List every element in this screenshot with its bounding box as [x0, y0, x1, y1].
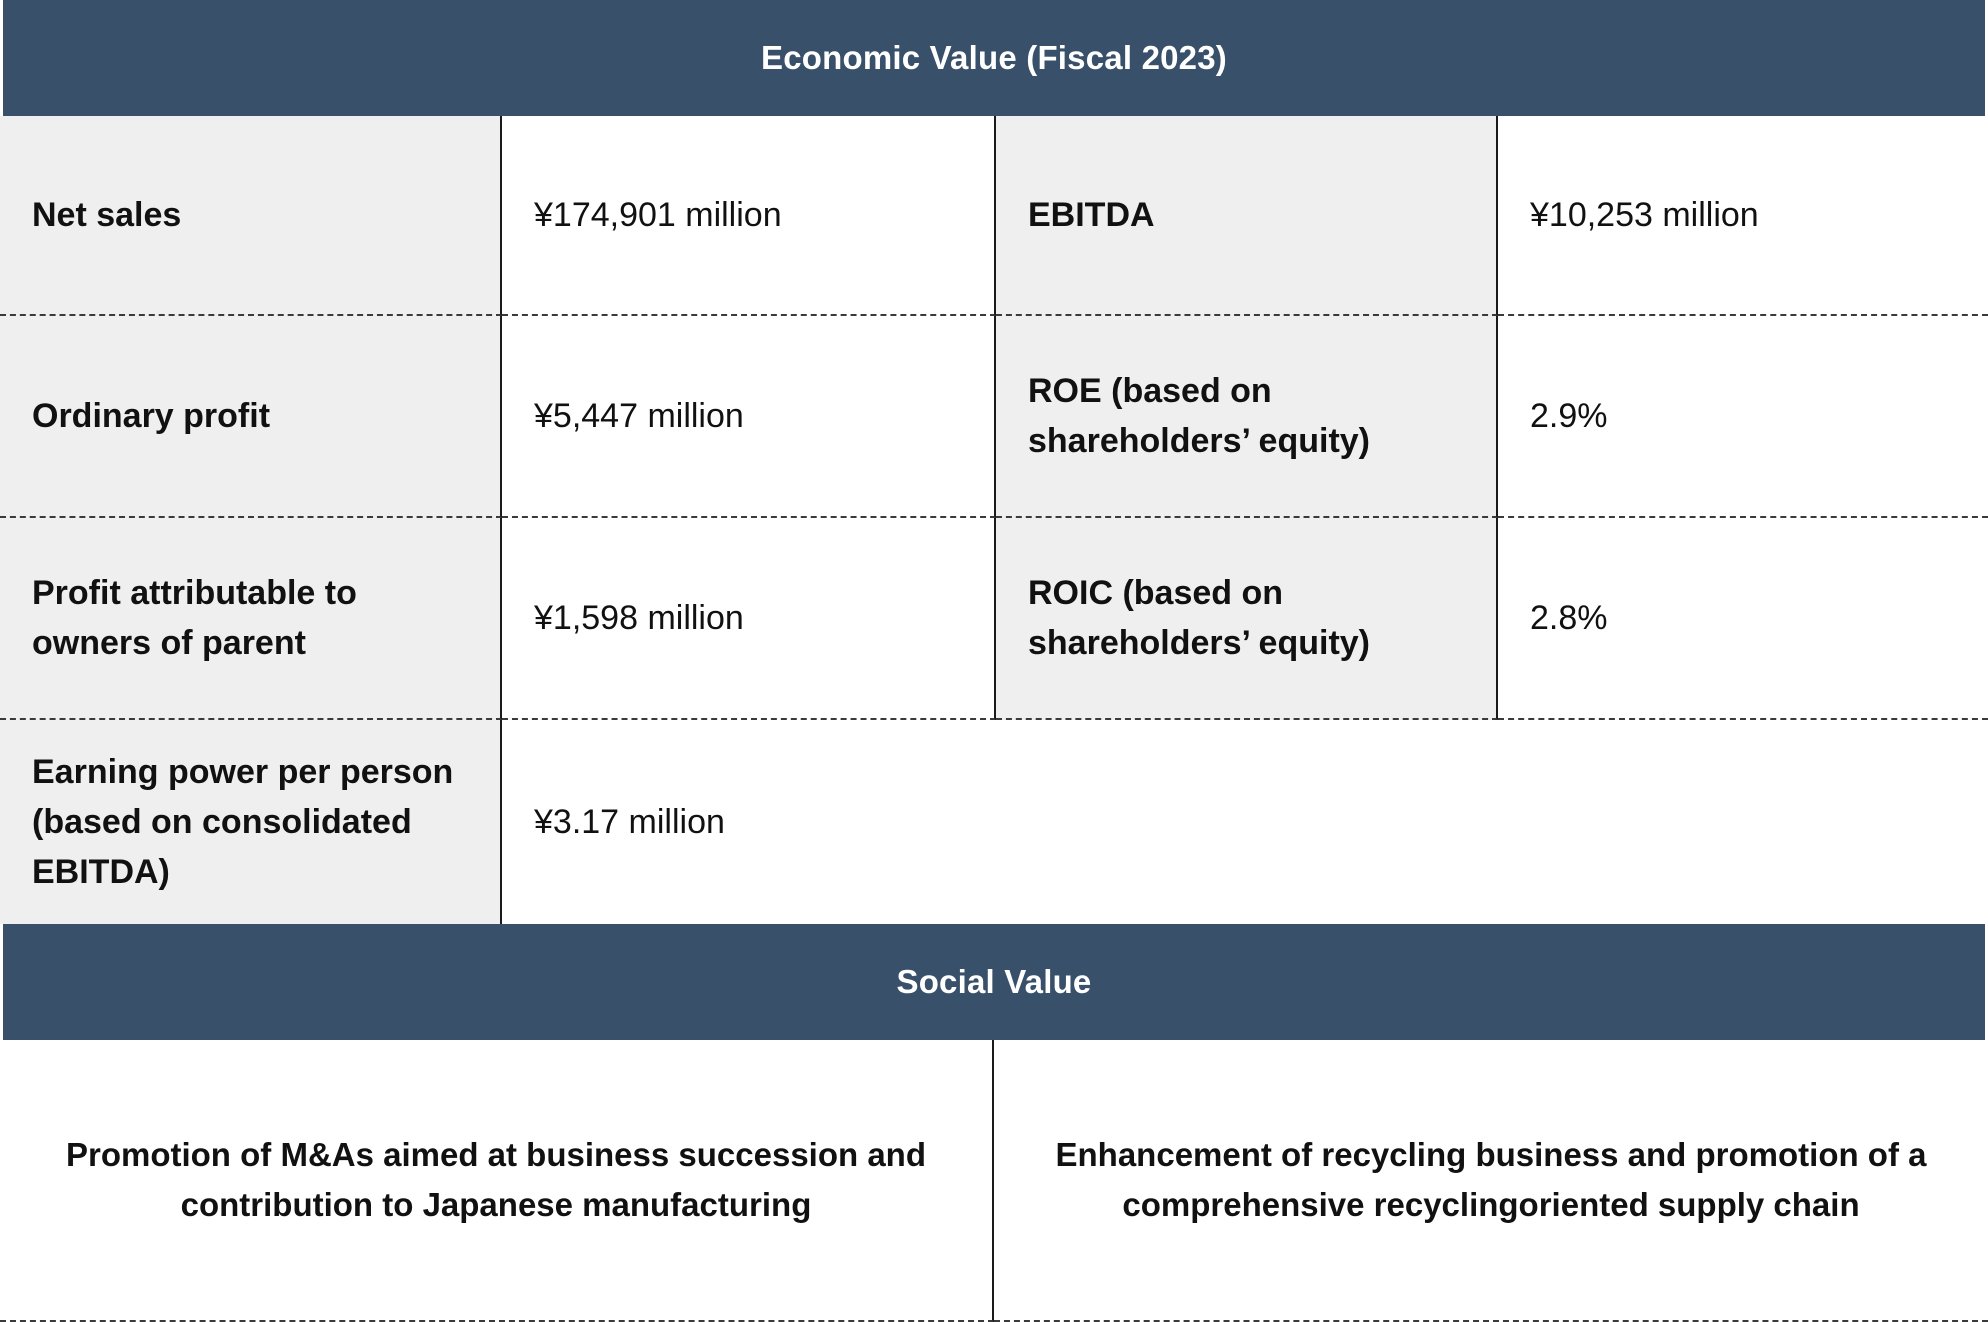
ordinary-profit-value: ¥5,447 million — [502, 316, 996, 518]
profit-attributable-label: Profit attributable to owners of parent — [0, 518, 502, 720]
roic-label: ROIC (based on shareholders’ equity) — [996, 518, 1498, 720]
roic-value: 2.8% — [1498, 518, 1988, 720]
net-sales-label: Net sales — [0, 116, 502, 316]
social-item-ma-promotion: Promotion of M&As aimed at business succession and contribution to Japanese manufacturing — [0, 1040, 994, 1322]
net-sales-value: ¥174,901 million — [502, 116, 996, 316]
ebitda-label: EBITDA — [996, 116, 1498, 316]
social-value-table — [0, 1040, 1988, 1322]
ordinary-profit-label: Ordinary profit — [0, 316, 502, 518]
ebitda-value: ¥10,253 million — [1498, 116, 1988, 316]
roe-value: 2.9% — [1498, 316, 1988, 518]
economic-value-header — [3, 0, 1985, 116]
roe-label: ROE (based on shareholders’ equity) — [996, 316, 1498, 518]
social-item-recycling: Enhancement of recycling business and promotion of a comprehensive recyclingoriented supply chain — [994, 1040, 1988, 1322]
earning-power-value: ¥3.17 million — [502, 720, 996, 924]
profit-attributable-value: ¥1,598 million — [502, 518, 996, 720]
empty-cell — [996, 720, 1988, 924]
economic-value-table — [0, 116, 1988, 924]
economic-value-title: Economic Value (Fiscal 2023) — [761, 39, 1227, 76]
social-value-title: Social Value — [896, 963, 1092, 1000]
earning-power-label: Earning power per person (based on consolidated EBITDA) — [0, 720, 502, 924]
social-value-header — [3, 924, 1985, 1040]
